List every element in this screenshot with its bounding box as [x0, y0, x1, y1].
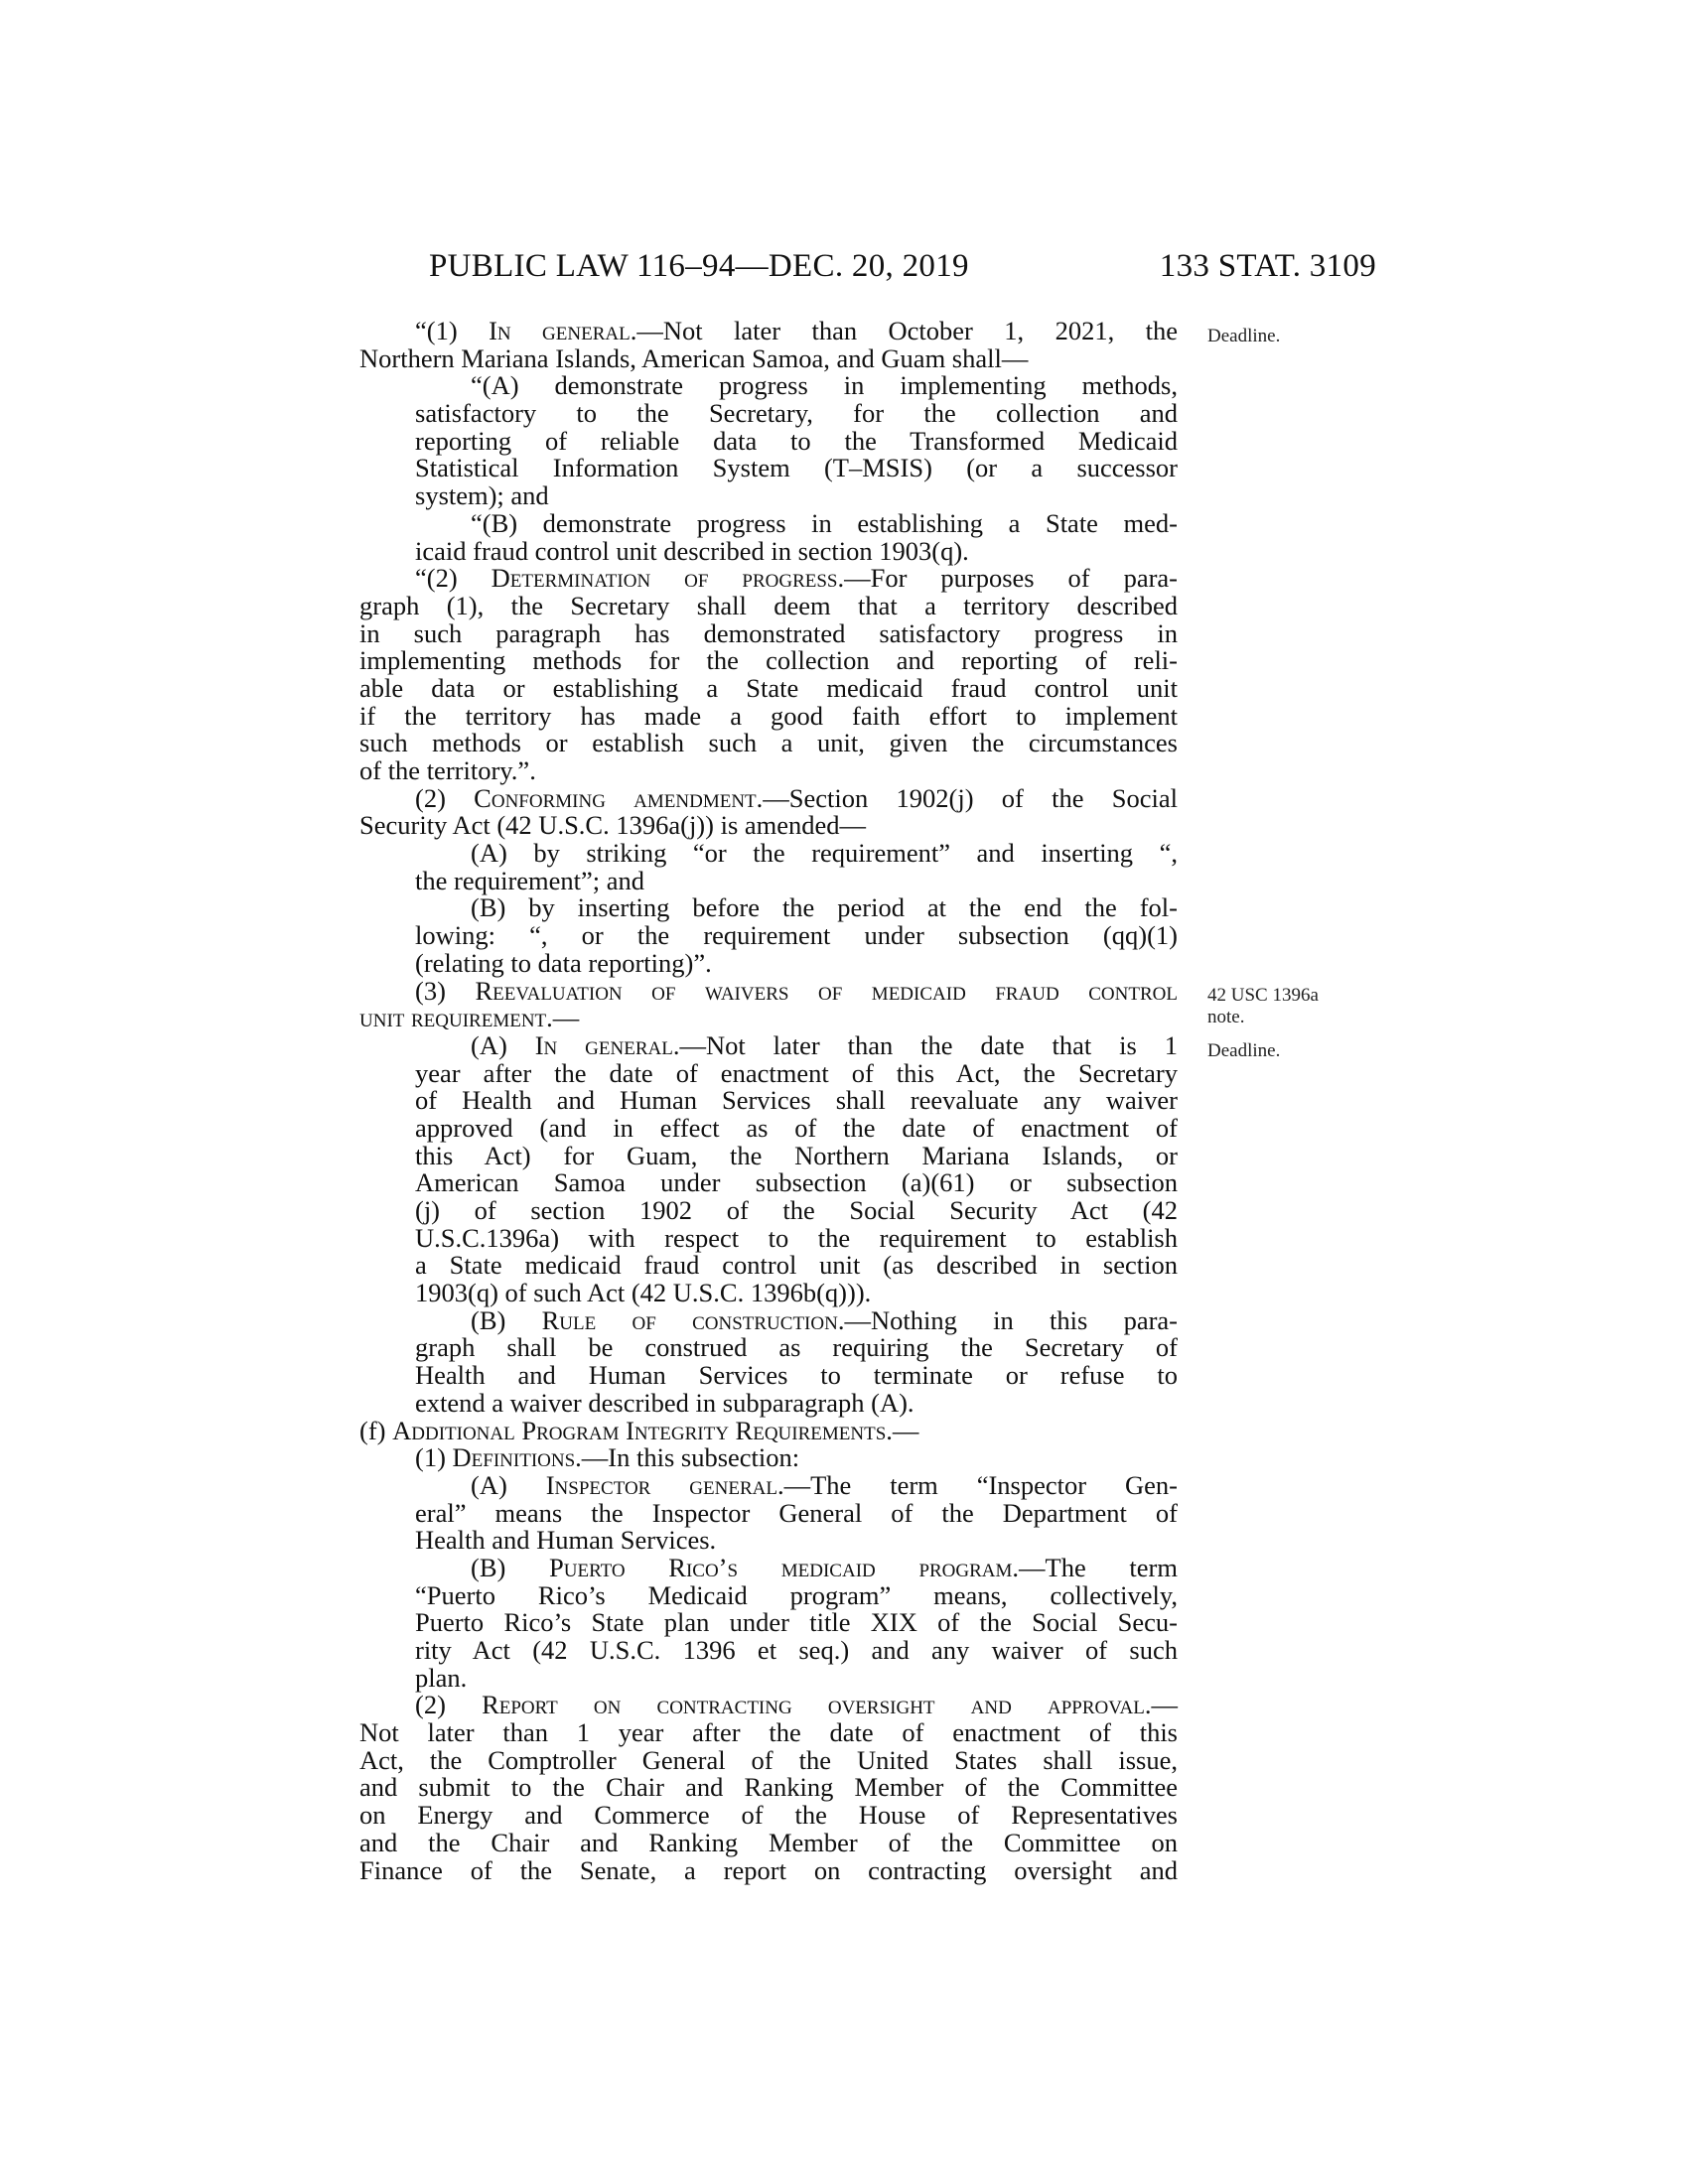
text-line: (B) by inserting before the period at the end the fol- — [471, 892, 1178, 923]
law-title: PUBLIC LAW 116–94—DEC. 20, 2019 — [429, 248, 969, 284]
text-line: of Health and Human Services shall reevaluate any waiver — [415, 1085, 1178, 1116]
text-line: unit requirement.— — [359, 1003, 580, 1033]
text-line: satisfactory to the Secretary, for the collection and — [415, 398, 1178, 429]
section-heading: Inspector general — [545, 1469, 777, 1500]
text-line: this Act) for Guam, the Northern Mariana Islands, or — [415, 1140, 1178, 1170]
section-heading: Report on contracting oversight and approval — [482, 1690, 1145, 1720]
text-line: U.S.C.1396a) with respect to the requirement to establish — [415, 1222, 1178, 1253]
text-line: (1) Definitions.—In this subsection: — [415, 1442, 800, 1473]
section-heading: Determination of progress — [491, 563, 838, 594]
text-line: and the Chair and Ranking Member of the Committee on — [359, 1827, 1178, 1857]
text-line: Health and Human Services. — [415, 1525, 717, 1556]
text-line: Finance of the Senate, a report on contracting oversight and — [359, 1854, 1178, 1885]
text-line: “(1) In general.—Not later than October 1, 2021, the — [415, 316, 1178, 345]
running-head — [357, 248, 1376, 288]
margin-note-deadline: Deadline. — [1207, 326, 1281, 346]
text-line: “Puerto Rico’s Medicaid program” means, collectively, — [415, 1579, 1178, 1610]
section-heading: Definitions — [452, 1442, 576, 1473]
text-line: extend a waiver described in subparagraph (A). — [415, 1387, 914, 1418]
text-line: (relating to data reporting)”. — [415, 947, 712, 978]
text-line: implementing methods for the collection and reporting of reli- — [359, 645, 1178, 676]
text-line: graph shall be construed as requiring the Secretary of — [415, 1332, 1178, 1363]
text-line: system); and — [415, 480, 549, 511]
text-line: rity Act (42 U.S.C. 1396 et seq.) and any waiver of such — [415, 1635, 1178, 1665]
text-line: (2) Conforming amendment.—Section 1902(j) of the Social — [415, 782, 1179, 813]
text-line: (f) Additional Program Integrity Requirements.— — [359, 1415, 919, 1445]
text-line: graph (1), the Secretary shall deem that a territory described — [359, 590, 1178, 620]
text-line: Not later than 1 year after the date of enactment of this — [359, 1717, 1178, 1748]
text-line: (A) by striking “or the requirement” and inserting “, — [471, 838, 1178, 869]
text-line: if the territory has made a good faith effort to implement — [359, 700, 1178, 731]
text-line: (A) In general.—Not later than the date that is 1 — [471, 1029, 1179, 1060]
text-line: (B) Rule of construction.—Nothing in this para- — [471, 1304, 1178, 1335]
text-line: approved (and in effect as of the date of enactment of — [415, 1112, 1178, 1143]
text-line: in such paragraph has demonstrated satisfactory progress in — [359, 617, 1178, 648]
section-heading: unit requirement — [359, 1003, 547, 1033]
text-line: “(B) demonstrate progress in establishing a State med- — [471, 507, 1178, 538]
text-line: eral” means the Inspector General of the Department of — [415, 1497, 1178, 1528]
section-heading: In general — [534, 1029, 673, 1060]
section-heading: Reevaluation of waivers of medicaid fraud control — [475, 975, 1178, 1006]
text-line: lowing: “, or the requirement under subsection (qq)(1) — [415, 920, 1178, 951]
text-line: such methods or establish such a unit, given the circumstances — [359, 728, 1178, 758]
text-line: Health and Human Services to terminate or refuse to — [415, 1360, 1178, 1391]
text-line: (B) Puerto Rico’s medicaid program.—The term — [471, 1552, 1178, 1582]
text-line: year after the date of enactment of this Act, the Secretary — [415, 1057, 1178, 1088]
margin-note-usc: 42 USC 1396a — [1207, 985, 1319, 1006]
section-heading: Conforming amendment — [474, 782, 757, 813]
text-line: “(2) Determination of progress.—For purposes of para- — [415, 563, 1178, 594]
text-line: of the territory.”. — [359, 755, 536, 785]
text-line: Northern Mariana Islands, American Samoa, and Guam shall— — [359, 342, 1029, 373]
section-heading: Rule of construction — [541, 1304, 838, 1335]
section-heading: Additional Program Integrity Requirements — [392, 1415, 887, 1445]
text-line: Puerto Rico’s State plan under title XIX of the Social Secu- — [415, 1607, 1178, 1638]
text-line: reporting of reliable data to the Transformed Medicaid — [415, 425, 1178, 456]
text-line: and submit to the Chair and Ranking Member of the Committee — [359, 1772, 1178, 1803]
text-line: Act, the Comptroller General of the United States shall issue, — [359, 1744, 1178, 1775]
text-line: 1903(q) of such Act (42 U.S.C. 1396b(q))). — [415, 1278, 872, 1308]
text-line: (2) Report on contracting oversight and approval.— — [415, 1690, 1178, 1720]
margin-note-usc-note: note. — [1207, 1007, 1245, 1027]
text-line: Statistical Information System (T–MSIS) (or a successor — [415, 453, 1178, 483]
text-line: “(A) demonstrate progress in implementing methods, — [471, 370, 1178, 401]
text-line: the requirement”; and — [415, 865, 645, 895]
text-line: (A) Inspector general.—The term “Inspector Gen- — [471, 1469, 1178, 1500]
text-line: American Samoa under subsection (a)(61) or subsection — [415, 1167, 1178, 1198]
text-line: a State medicaid fraud control unit (as described in section — [415, 1250, 1178, 1281]
text-line: Security Act (42 U.S.C. 1396a(j)) is amended— — [359, 810, 867, 841]
statute-body — [359, 318, 1178, 1884]
text-line: on Energy and Commerce of the House of Representatives — [359, 1800, 1178, 1831]
section-heading: Puerto Rico’s medicaid program — [549, 1552, 1013, 1582]
section-heading: In general — [489, 316, 631, 345]
margin-note-deadline: Deadline. — [1207, 1040, 1281, 1061]
statute-page-number: 133 STAT. 3109 — [1159, 248, 1376, 284]
text-line: plan. — [415, 1662, 468, 1693]
text-line: icaid fraud control unit described in section 1903(q). — [415, 535, 969, 566]
text-line: (3) Reevaluation of waivers of medicaid fraud control — [415, 975, 1178, 1006]
text-line: able data or establishing a State medicaid fraud control unit — [359, 672, 1178, 703]
text-line: (j) of section 1902 of the Social Security Act (42 — [415, 1195, 1178, 1225]
